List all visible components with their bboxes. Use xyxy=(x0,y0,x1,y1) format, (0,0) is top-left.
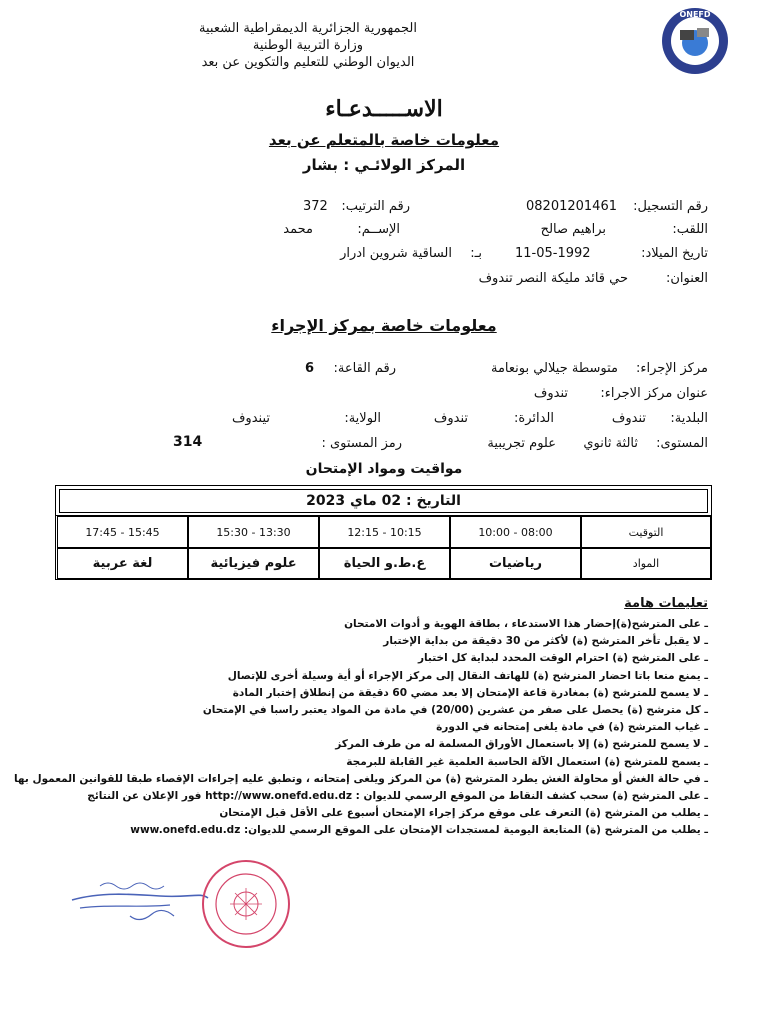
onefd-logo-icon xyxy=(660,6,730,76)
center-address-label: عنوان مركز الاجراء: xyxy=(600,386,708,401)
note-item: ـ غياب المترشح (ة) في مادة يلغى إمتحانه في الدورة xyxy=(436,721,708,734)
notes-list xyxy=(13,616,708,840)
first-name-value: محمد xyxy=(283,222,313,237)
schedule-heading: مواقيت ومواد الإمتحان xyxy=(305,461,463,477)
room-value: 6 xyxy=(305,361,315,376)
level-label: المستوى: xyxy=(656,436,708,451)
red-official-seal-icon xyxy=(200,858,292,950)
time-row-label: التوقيت xyxy=(581,516,711,548)
level-value: ثالثة ثانوي xyxy=(583,436,638,451)
note-item: ـ على المترشح (ة) سحب كشف النقاط من الموقع الرسمي للديوان : http://www.onefd.edu.dz فور الإعلان عن النتائج xyxy=(87,790,708,803)
time-slot-1: 10:00 - 08:00 xyxy=(450,516,581,548)
note-item: ـ يطلب من المترشح (ة) التعرف على موقع مركز إجراء الإمتحان أسبوع على الأقل قبل الإمتحان xyxy=(219,807,708,820)
note-item: ـ لا يقبل تأخر المترشح (ة) لأكثر من 30 دقيقة من بداية الإختبار xyxy=(383,635,708,648)
birth-date-label: تاريخ الميلاد: xyxy=(641,246,708,261)
header-line-1: الجمهورية الجزائرية الديمقراطية الشعبية xyxy=(199,21,417,36)
level-code-value: 314 xyxy=(173,434,203,450)
subject-4: لغة عربية xyxy=(57,548,188,579)
note-item: ـ يطلب من المترشح (ة) المتابعة اليومية لمستجدات الإمتحان على الموقع الرسمي للديوان: www.onefd.edu.dz xyxy=(130,824,708,837)
time-slot-3: 15:30 - 13:30 xyxy=(188,516,319,548)
level-code-label: رمز المستوى : xyxy=(321,436,402,451)
birth-date-value: 11-05-1992 xyxy=(515,246,591,261)
center-label: مركز الإجراء: xyxy=(636,361,708,376)
commune-value: تندوف xyxy=(611,411,646,426)
subject-3: علوم فيزيائية xyxy=(188,548,319,579)
schedule-table xyxy=(55,485,712,580)
note-item: ـ على المترشح (ة) احترام الوقت المحدد لبداية كل اختبار xyxy=(417,652,708,665)
note-item: ـ يسمح للمترشح (ة) استعمال الآلة الحاسبة العلمية غير القابلة للبرمجة xyxy=(346,755,708,768)
reg-number-label: رقم التسجيل: xyxy=(633,199,708,214)
note-item: ـ يمنع منعا باتا احضار المترشح (ة) للهاتف النقال إلى مركز الإجراء أو أية وسيلة أخرى للإتصال xyxy=(227,669,708,682)
blue-stamp-signature-icon xyxy=(70,878,210,924)
birth-place-label: بـ: xyxy=(470,246,482,261)
daira-value: تندوف xyxy=(433,411,468,426)
address-label: العنوان: xyxy=(665,271,708,286)
rank-label: رقم الترتيب: xyxy=(341,199,410,214)
center-address-value: تندوف xyxy=(533,386,568,401)
room-label: رقم القاعة: xyxy=(333,361,396,376)
rank-value: 372 xyxy=(303,199,328,214)
student-info-heading: معلومات خاصة بالمتعلم عن بعد xyxy=(268,131,500,149)
subject-1: رياضيات xyxy=(450,548,581,579)
logo-text: ONEFD xyxy=(679,10,711,19)
surname-label: اللقب: xyxy=(672,222,708,237)
first-name-label: الإســم: xyxy=(357,222,400,237)
stream-value: علوم تجريبية xyxy=(487,436,556,451)
address-value: حي قائد مليكة النصر تندوف xyxy=(478,271,628,286)
exam-center-heading: معلومات خاصة بمركز الإجراء xyxy=(271,316,497,335)
center-value: متوسطة جيلالي بونعامة xyxy=(490,361,618,376)
daira-label: الدائرة: xyxy=(514,411,554,426)
time-slot-4: 17:45 - 15:45 xyxy=(57,516,188,548)
wilaya-label: الولاية: xyxy=(344,411,381,426)
commune-label: البلدية: xyxy=(670,411,708,426)
note-item: ـ لا يسمح للمترشح (ة) إلا باستعمال الأوراق المسلمة له من طرف المركز xyxy=(335,738,708,751)
note-item: ـ في حالة الغش أو محاولة الغش يطرد المترشح (ة) من المركز ويلغى إمتحانه ، وتطبق عليه إجراءات الإقصاء طبقا للقوانين المعمول بها xyxy=(13,772,708,785)
reg-number-value: 08201201461 xyxy=(526,199,617,214)
birth-place-value: الساقية شروين ادرار xyxy=(340,246,452,261)
subject-2: ع.ط.و الحياة xyxy=(319,548,450,579)
regional-center: المركز الولائـي : بشار xyxy=(302,156,466,174)
schedule-grid xyxy=(56,515,711,579)
wilaya-value: تيندوف xyxy=(231,411,270,426)
header-line-3: الديوان الوطني للتعليم والتكوين عن بعد xyxy=(201,55,415,70)
header-line-2: وزارة التربية الوطنية xyxy=(252,38,364,53)
subject-row-label: المواد xyxy=(581,548,711,579)
note-item: ـ كل مترشح (ة) يحصل على صفر من عشرين (20/00) في مادة من المواد يعتبر راسبا في الإمتحان xyxy=(202,704,708,717)
note-item: ـ لا يسمح للمترشح (ة) بمغادرة قاعة الإمتحان إلا بعد مضي 60 دقيقة من إنطلاق إختبار المادة xyxy=(232,686,708,699)
exam-date: التاريخ : 02 ماي 2023 xyxy=(59,489,708,513)
time-slot-2: 12:15 - 10:15 xyxy=(319,516,450,548)
ministry-header xyxy=(178,20,438,71)
note-item: ـ على المترشح(ة)إحضار هذا الاستدعاء ، بطاقة الهوية و أدوات الامتحان xyxy=(344,618,708,630)
surname-value: براهيم صالح xyxy=(540,222,606,237)
important-notes-heading: تعليمات هامة xyxy=(624,596,708,611)
document-title: الاســـــدعـاء xyxy=(325,96,443,122)
